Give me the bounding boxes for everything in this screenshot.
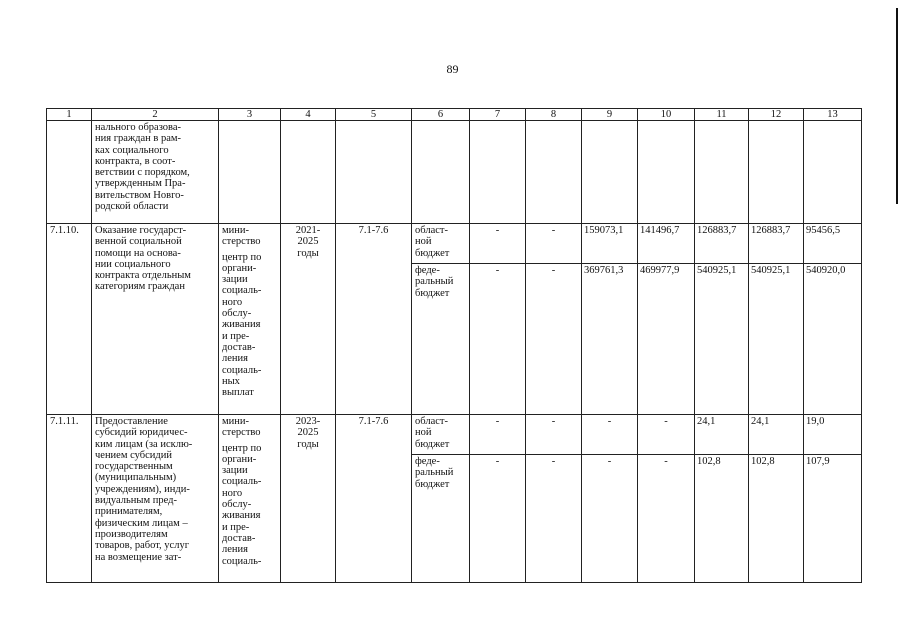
value-cell: 540925,1	[749, 264, 804, 415]
table-cell	[281, 121, 336, 224]
target-indicators: 7.1-7.6	[336, 224, 412, 415]
header-col-9: 9	[582, 109, 638, 121]
measure-number: 7.1.10.	[47, 224, 92, 415]
funding-source: феде- ральный бюджет	[412, 455, 470, 583]
header-col-7: 7	[470, 109, 526, 121]
value-cell: -	[582, 415, 638, 455]
value-cell: -	[470, 415, 526, 455]
value-cell: 126883,7	[695, 224, 749, 264]
value-cell: 540920,0	[804, 264, 862, 415]
measure-name: Предоставление субсидий юридичес- ким лицам (за исклю- чением субсидий государственным (муниципальным) учреждениям), инди- видуальным пред- принимателям, физическим лицам – производителям товаров, работ, услуг на возмещение зат-	[92, 415, 219, 583]
executor-center: центр по органи- зации социаль- ного обслу- живания и пре- достав- ления социаль- ных выплат	[222, 251, 262, 399]
executor-cell	[219, 224, 281, 415]
value-cell: -	[638, 415, 695, 455]
value-cell: -	[638, 455, 695, 583]
value-cell: 126883,7	[749, 224, 804, 264]
table-cell	[470, 121, 526, 224]
measure-name-continuation: нального образова- ния граждан в рам- ках социального контракта, в соот- ветствии с порядком, утвержденным Пра- вительством Новго- родской области	[92, 121, 219, 224]
executor-ministry: мини- стерство	[222, 416, 261, 439]
header-row	[47, 109, 862, 121]
value-cell: 102,8	[695, 455, 749, 583]
executor-ministry: мини- стерство	[222, 225, 261, 248]
measure-name: Оказание государст- венной социальной помощи на основа- нии социального контракта отдельным категориям граждан	[92, 224, 219, 415]
value-cell: -	[526, 264, 582, 415]
header-col-8: 8	[526, 109, 582, 121]
value-cell: 469977,9	[638, 264, 695, 415]
value-cell: 540925,1	[695, 264, 749, 415]
value-cell: -	[470, 264, 526, 415]
table-cell	[47, 121, 92, 224]
header-col-6: 6	[412, 109, 470, 121]
page-edge-line	[896, 8, 898, 204]
value-cell: 19,0	[804, 415, 862, 455]
funding-source: феде- ральный бюджет	[412, 264, 470, 415]
table-cell	[526, 121, 582, 224]
table-cell	[695, 121, 749, 224]
table-cell	[804, 121, 862, 224]
value-cell: 141496,7	[638, 224, 695, 264]
header-col-3: 3	[219, 109, 281, 121]
program-table	[46, 108, 862, 583]
table-cell	[219, 121, 281, 224]
table-row	[47, 224, 862, 264]
period: 2021- 2025 годы	[281, 224, 336, 415]
value-cell: -	[526, 455, 582, 583]
header-col-11: 11	[695, 109, 749, 121]
value-cell: -	[526, 415, 582, 455]
table-row	[47, 415, 862, 455]
value-cell: 107,9	[804, 455, 862, 583]
measure-number: 7.1.11.	[47, 415, 92, 583]
value-cell: 159073,1	[582, 224, 638, 264]
header-col-13: 13	[804, 109, 862, 121]
header-col-12: 12	[749, 109, 804, 121]
value-cell: -	[582, 455, 638, 583]
page-number: 89	[446, 62, 459, 76]
funding-source: област- ной бюджет	[412, 224, 470, 264]
table-cell	[336, 121, 412, 224]
executor-center: центр по органи- зации социаль- ного обслу- живания и пре- достав- ления социаль-	[222, 442, 262, 567]
period: 2023- 2025 годы	[281, 415, 336, 583]
table-cell	[638, 121, 695, 224]
table-row-continuation	[47, 121, 862, 224]
value-cell: 95456,5	[804, 224, 862, 264]
header-col-4: 4	[281, 109, 336, 121]
value-cell: 24,1	[695, 415, 749, 455]
table-cell	[582, 121, 638, 224]
header-col-5: 5	[336, 109, 412, 121]
value-cell: 24,1	[749, 415, 804, 455]
value-cell: 102,8	[749, 455, 804, 583]
table-cell	[412, 121, 470, 224]
value-cell: -	[470, 224, 526, 264]
value-cell: -	[470, 455, 526, 583]
executor-cell	[219, 415, 281, 583]
header-col-10: 10	[638, 109, 695, 121]
value-cell: 369761,3	[582, 264, 638, 415]
table-cell	[749, 121, 804, 224]
funding-source: област- ной бюджет	[412, 415, 470, 455]
target-indicators: 7.1-7.6	[336, 415, 412, 583]
header-col-1: 1	[47, 109, 92, 121]
header-col-2: 2	[92, 109, 219, 121]
value-cell: -	[526, 224, 582, 264]
